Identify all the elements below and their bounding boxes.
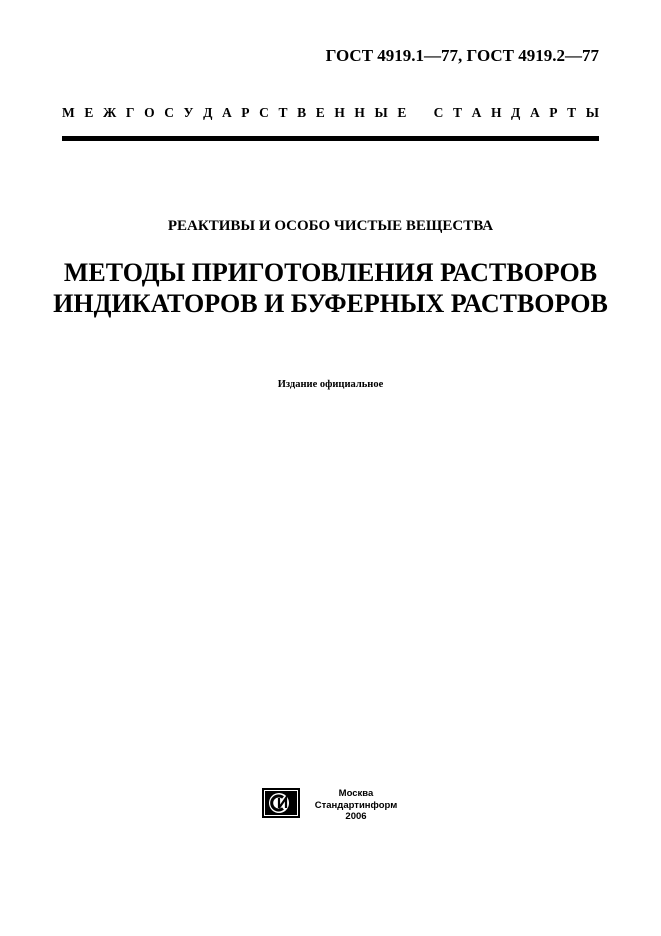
series-letter: А xyxy=(471,105,482,120)
series-letter: А xyxy=(529,105,540,120)
document-title xyxy=(0,257,661,319)
series-letter: Ж xyxy=(102,105,117,120)
title-line-2: ИНДИКАТОРОВ И БУФЕРНЫХ РАСТВОРОВ xyxy=(53,289,608,318)
publication-year: 2006 xyxy=(345,811,367,822)
publisher-city: Москва xyxy=(338,788,374,799)
series-header xyxy=(62,105,599,121)
series-letter: Н xyxy=(354,105,365,120)
series-letter: Ы xyxy=(585,105,599,120)
series-letter: С xyxy=(259,105,269,120)
series-letter: Р xyxy=(241,105,250,120)
title-line-1: МЕТОДЫ ПРИГОТОВЛЕНИЯ РАСТВОРОВ xyxy=(63,258,598,287)
series-letter: С xyxy=(433,105,444,120)
series-letter: О xyxy=(144,105,155,120)
series-word-interstate xyxy=(62,105,406,121)
series-letter: Н xyxy=(490,105,502,120)
series-letter: А xyxy=(221,105,232,120)
series-letter: В xyxy=(297,105,307,120)
series-letter: Ы xyxy=(374,105,388,120)
series-letter: У xyxy=(183,105,194,120)
series-letter: Е xyxy=(397,105,407,120)
edition-label: Издание официальное xyxy=(277,379,384,390)
publisher-name: Стандартинформ xyxy=(314,799,398,811)
series-letter: С xyxy=(164,105,174,120)
series-letter: Н xyxy=(334,105,345,120)
series-letter: Г xyxy=(125,105,135,120)
header-rule xyxy=(62,136,599,141)
series-letter: Е xyxy=(315,105,325,120)
series-word-standards xyxy=(434,105,599,121)
gost-number: ГОСТ 4919.1—77, ГОСТ 4919.2—77 xyxy=(325,46,599,65)
series-letter: Т xyxy=(567,105,577,120)
document-subtitle: РЕАКТИВЫ И ОСОБО ЧИСТЫЕ ВЕЩЕСТВА xyxy=(167,218,494,234)
series-letter: Д xyxy=(203,105,213,120)
series-letter: М xyxy=(62,105,75,120)
standartinform-logo-icon xyxy=(262,788,300,818)
series-letter: Д xyxy=(511,105,521,120)
series-letter: Р xyxy=(549,105,558,120)
series-letter: Е xyxy=(84,105,94,120)
publisher-info xyxy=(303,788,409,823)
series-letter: Т xyxy=(278,105,288,120)
series-letter: Т xyxy=(452,105,462,120)
